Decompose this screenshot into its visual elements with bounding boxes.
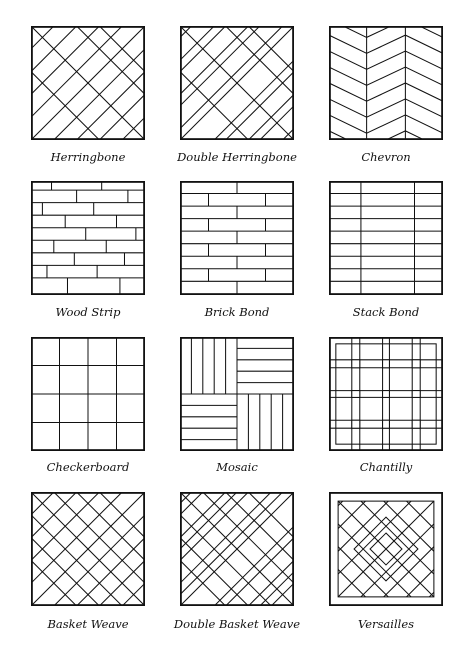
- brick-bond-tile: [180, 181, 294, 295]
- brick-bond-label: Brick Bond: [204, 305, 270, 319]
- basket-weave-label: Basket Weave: [47, 617, 129, 631]
- checkerboard-tile: [31, 337, 145, 451]
- double-herringbone-tile: [180, 26, 294, 140]
- basket-weave-tile: [31, 492, 145, 606]
- versailles-label: Versailles: [357, 617, 415, 631]
- checkerboard-label: Checkerboard: [46, 460, 130, 474]
- wood-strip-tile: [31, 181, 145, 295]
- mosaic-tile: [180, 337, 294, 451]
- chevron-label: Chevron: [361, 150, 411, 164]
- versailles-tile: [329, 492, 443, 606]
- chevron-tile: [329, 26, 443, 140]
- chantilly-tile: [329, 337, 443, 451]
- herringbone-label: Herringbone: [50, 150, 126, 164]
- double-basket-weave-label: Double Basket Weave: [173, 617, 301, 631]
- stack-bond-tile: [329, 181, 443, 295]
- double-herringbone-label: Double Herringbone: [177, 150, 297, 164]
- wood-strip-label: Wood Strip: [55, 305, 121, 319]
- chantilly-label: Chantilly: [359, 460, 413, 474]
- stack-bond-label: Stack Bond: [352, 305, 420, 319]
- double-basket-weave-tile: [180, 492, 294, 606]
- herringbone-tile: [31, 26, 145, 140]
- mosaic-label: Mosaic: [216, 460, 258, 474]
